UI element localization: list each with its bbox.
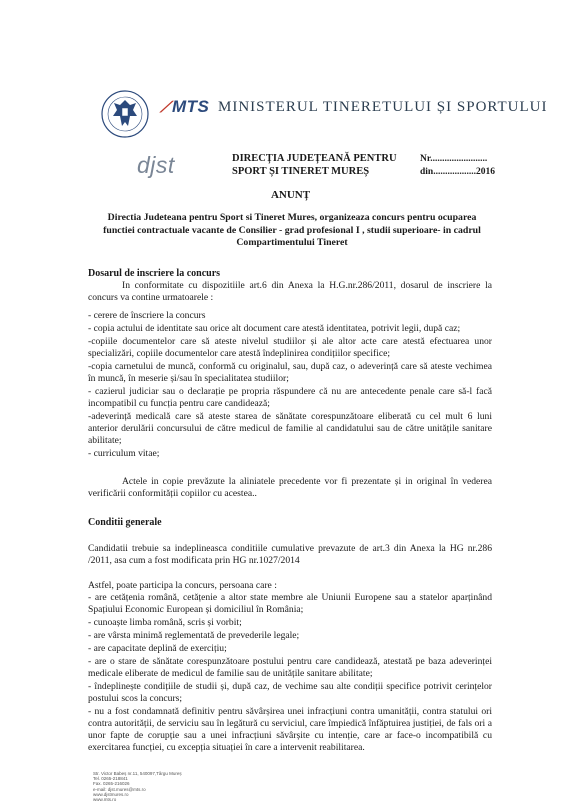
required-documents-list (88, 310, 492, 461)
general-conditions-list (88, 592, 492, 755)
footer-email: e-mail: djst.mures@mts.ro (93, 786, 146, 792)
list-item: - cunoaște limba română, scris și vorbit; (88, 617, 242, 628)
list-item: - are capacitate deplină de exercițiu; (88, 643, 227, 654)
list-item: - copia actului de identitate sau orice alt document care atestă identitatea, potrivit legii, după caz; (88, 323, 461, 334)
list-item: - îndeplinește condițiile de studii și, după caz, de vechime sau alte condiții specifice potrivit cerințelor postului scos la concurs; (88, 681, 492, 704)
footer-address: Str. Victor Babeș nr.11, 540097,Târgu Mureș (93, 771, 182, 776)
conditions-intro: Astfel, poate participa la concurs, persoana care : (88, 580, 277, 591)
direction-name-line1: DIRECȚIA JUDEȚEANĂ PENTRU (232, 153, 397, 164)
list-item: - are vârsta minimă reglementată de prevederile legale; (88, 630, 300, 641)
list-item: -copiile documentelor care să ateste nivelul studiilor și ale altor acte care atestă efectuarea unor specializări, copiile documentelor care atestă îndeplinirea condițiilor specifice; (88, 336, 492, 359)
footer-website: www.djstmures.ro (93, 791, 129, 797)
section-heading-conditii: Conditii generale (88, 517, 162, 528)
section-paragraph: In conformitate cu dispozitiile art.6 din Anexa la H.G.nr.286/2011, dosarul de inscriere la concurs va contine urmatoarele : (88, 280, 492, 303)
section-heading-dosar: Dosarul de inscriere la concurs (88, 268, 221, 279)
list-item: - nu a fost condamnată definitiv pentru săvârșirea unei infracțiuni contra umanității, contra statului ori contra autorității, de serviciu sau în legătură cu serviciul, care împiedică înfăptuirea justiției, de fals ori a unor fapte de corupție sau a unei infracțiuni săvârșite cu intenție, care ar face-o incompatibilă cu exercitarea funcției, cu excepția situației în care a intervenit reabilitarea. (88, 706, 492, 753)
list-item: - are cetățenia română, cetățenie a altor state membre ale Uniunii Europene sau a statelor aparținând Spațiului Economic European și domiciliul în România; (88, 592, 492, 615)
list-item: - curriculum vitae; (88, 448, 160, 459)
list-item: - are o stare de sănătate corespunzătoare postului pentru care candidează, atestată pe baza adeverinței medicale eliberate de medicul de familie sau de unitățile sanitare abilitate; (88, 656, 492, 679)
mts-logo: ⟋MTS (160, 97, 210, 116)
footer-contact (93, 771, 182, 802)
list-item: - cerere de înscriere la concurs (88, 310, 206, 321)
government-crest-icon (100, 86, 150, 142)
list-item: -adeverință medicală care să ateste starea de sănătate corespunzătoare eliberată cu cel mult 6 luni anterior derulării concursului de către medicul de familie al candidatului sau de către unitățile sanitare abilitate; (88, 411, 492, 446)
direction-name-line2: SPORT ȘI TINERET MUREȘ (232, 166, 370, 177)
closing-paragraph: Actele in copie prevăzute la aliniatele precedente vor fi prezentate și in original în vederea verificării conformității copiilor cu acestea.. (88, 476, 492, 499)
conditions-paragraph: Candidatii trebuie sa indeplineasca conditiile cumulative prevazute de art.3 din Anexa la HG nr.286 /2011, asa cum a fost modificata prin HG nr.1027/2014 (88, 543, 492, 566)
registration-date: din..................2016 (420, 167, 495, 177)
announcement-intro: Directia Judeteana pentru Sport si Tineret Mures, organizeaza concurs pentru ocuparea functiei contractuale vacante de Consilier - grad profesional I , studii superioare- in cadrul Compartimentului Tineret (103, 212, 481, 248)
djst-logo: djst (137, 152, 175, 178)
footer-fax: Fax. 0265-216026 (93, 781, 130, 787)
mts-swoosh-icon: ⟋ (160, 99, 172, 116)
document-title: ANUNȚ (270, 189, 311, 201)
registration-number: Nr........................ (420, 154, 488, 164)
footer-website-mts: www.mts.ro (93, 797, 117, 802)
ministry-name: MINISTERUL TINERETULUI ȘI SPORTULUI (218, 99, 548, 115)
footer-phone: Tel. 0265-218841 (93, 776, 128, 782)
list-item: -copia carnetului de muncă, conformă cu originalul, sau, după caz, o adeverință care să ateste vechimea în muncă, în meserie și/sau în specialitatea studiilor; (88, 361, 492, 384)
list-item: - cazierul judiciar sau o declarație pe propria răspundere că nu are antecedente penale care să-l facă incompatibil cu funcția pentru care candidează; (88, 386, 492, 409)
